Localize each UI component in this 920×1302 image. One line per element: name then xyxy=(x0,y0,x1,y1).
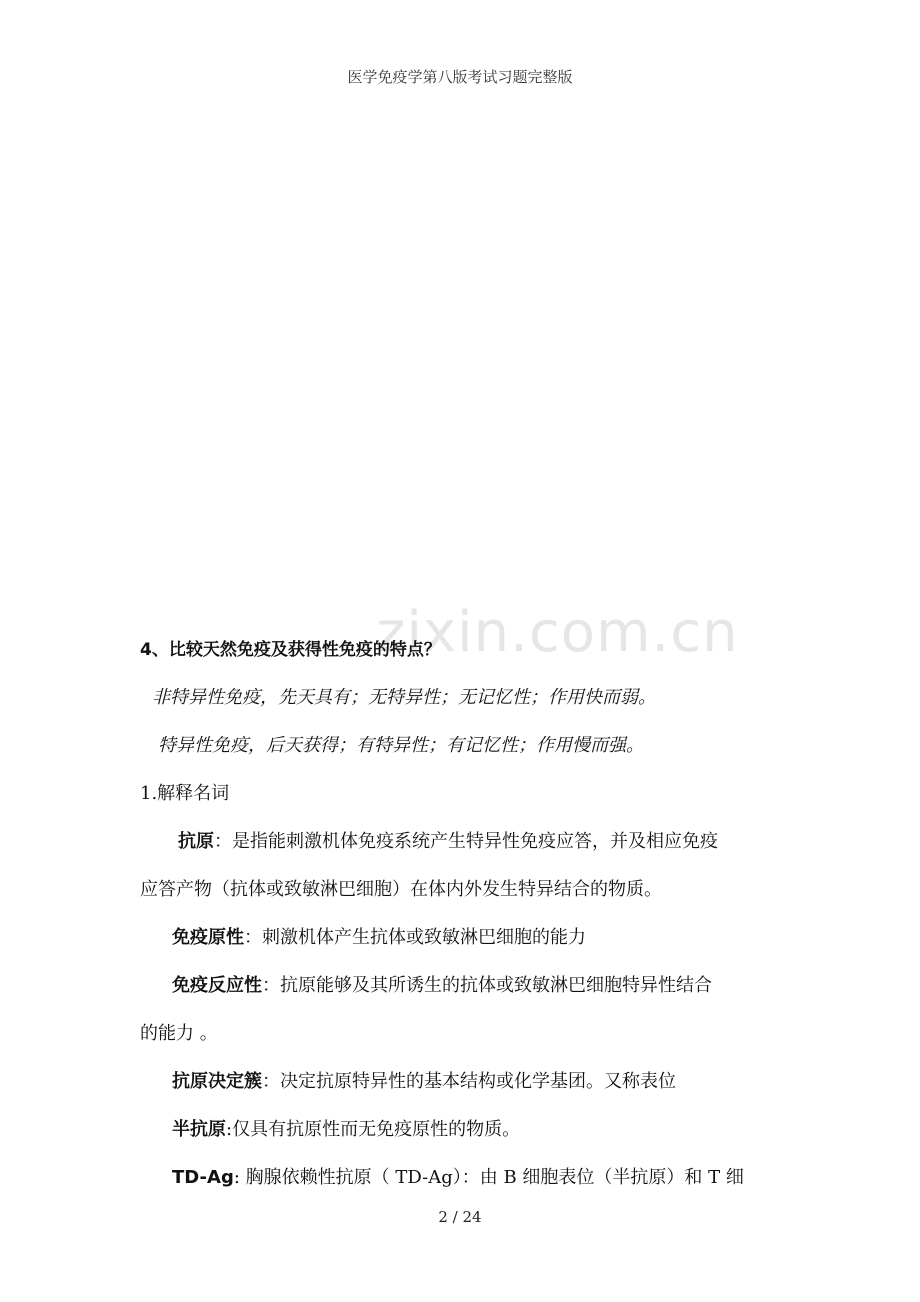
section-heading: 1.解释名词 xyxy=(140,783,230,804)
definition-item xyxy=(140,1058,790,1106)
watermark: zixin.com.cn xyxy=(376,600,739,665)
definition-continuation: 应答产物（抗体或致敏淋巴细胞）在体内外发生特异结合的物质。 xyxy=(140,879,662,900)
term-definition: 胸腺依赖性抗原（ TD-Ag）：由 B 细胞表位（半抗原）和 T 细 xyxy=(239,1167,744,1188)
definition-item xyxy=(140,914,790,962)
definition-item xyxy=(140,962,790,1010)
definition-item xyxy=(140,1106,790,1154)
term-definition: 抗原能够及其所诱生的抗体或致敏淋巴细胞特异性结合 xyxy=(280,975,712,996)
term-separator: : xyxy=(226,1119,233,1140)
question-title: 4、比较天然免疫及获得性免疫的特点？ xyxy=(140,640,441,660)
term-definition: 刺激机体产生抗体或致敏淋巴细胞的能力 xyxy=(262,927,586,948)
answer-line: 特异性免疫，后天获得；有特异性；有记忆性；作用慢而强。 xyxy=(158,735,644,756)
page-header: 医学免疫学第八版考试习题完整版 xyxy=(347,68,573,86)
definition-item xyxy=(140,1154,790,1202)
term-label: TD-Ag xyxy=(172,1167,234,1188)
definition-continuation: 的能力 。 xyxy=(140,1023,218,1044)
definition-item xyxy=(140,818,790,866)
term-label: 免疫反应性 xyxy=(172,975,262,996)
term-separator: ： xyxy=(262,1071,280,1092)
term-definition: 仅具有抗原性而无免疫原性的物质。 xyxy=(232,1119,521,1140)
term-label: 抗原 xyxy=(178,831,214,852)
term-definition: 决定抗原特异性的基本结构或化学基团。又称表位 xyxy=(280,1071,676,1092)
term-separator: ： xyxy=(262,975,280,996)
page-number: 2 / 24 xyxy=(438,1208,482,1226)
answer-line: 非特异性免疫，先天具有；无特异性；无记忆性；作用快而弱。 xyxy=(152,687,656,708)
term-definition: 是指能刺激机体免疫系统产生特异性免疫应答，并及相应免疫 xyxy=(232,831,718,852)
term-label: 抗原决定簇 xyxy=(172,1071,262,1092)
document-body xyxy=(140,626,790,1202)
term-label: 免疫原性 xyxy=(172,927,244,948)
term-label: 半抗原 xyxy=(172,1119,226,1140)
term-separator: : xyxy=(233,1167,240,1188)
term-separator: ： xyxy=(244,927,262,948)
term-separator: ： xyxy=(214,831,232,852)
